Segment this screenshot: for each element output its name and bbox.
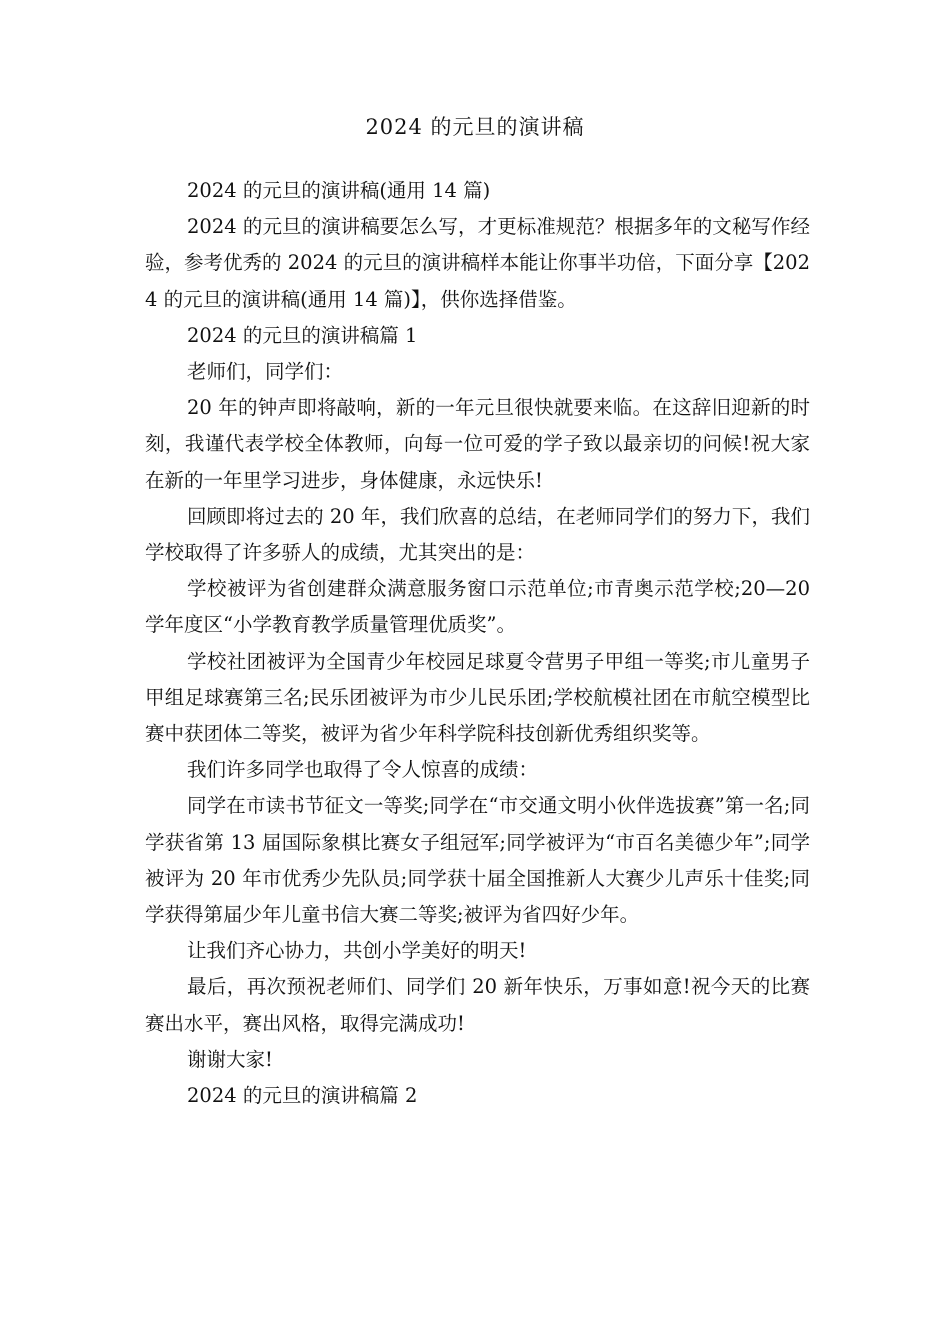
subtitle-line: 2024 的元旦的演讲稿(通用 14 篇) (187, 179, 491, 202)
salutation: 老师们，同学们： (187, 360, 344, 384)
closing-line: 谢谢大家! (187, 1047, 273, 1071)
intro-paragraph: 2024 的元旦的演讲稿要怎么写，才更标准规范？根据多年的文秘写作经验，参考优秀的 2024 的元旦的演讲稿样本能让你事半功倍，下面分享【2024 的元旦的演讲稿(通用 14 篇)】，供你选择借鉴。 (145, 215, 810, 311)
body-paragraph: 学校社团被评为全国青少年校园足球夏令营男子甲组一等奖;市儿童男子甲组足球赛第三名;民乐团被评为市少儿民乐团;学校航模社团在市航空模型比赛中获团体二等奖，被评为省少年科学院科技创新优秀组织奖等。 (145, 649, 810, 746)
body-paragraph: 20 年的钟声即将敲响，新的一年元旦很快就要来临。在这辞旧迎新的时刻，我谨代表学校全体教师，向每一位可爱的学子致以最亲切的问候!祝大家在新的一年里学习进步，身体健康，永远快乐! (145, 396, 810, 492)
section-heading: 2024 的元旦的演讲稿篇 2 (187, 1084, 418, 1108)
body-paragraph: 最后，再次预祝老师们、同学们 20 新年快乐，万事如意!祝今天的比赛赛出水平，赛出风格，取得完满成功! (145, 975, 810, 1035)
document-title: 2024 的元旦的演讲稿 (365, 115, 585, 139)
body-paragraph: 学校被评为省创建群众满意服务窗口示范单位;市青奥示范学校;20—20 学年度区“小学教育教学质量管理优质奖”。 (145, 577, 810, 637)
body-paragraph: 同学在市读书节征文一等奖;同学在“市交通文明小伙伴选拔赛”第一名;同学获省第 13 届国际象棋比赛女子组冠军;同学被评为“市百名美德少年”;同学被评为 20 年市优秀少先队员;同学获十届全国推新人大赛少儿声乐十佳奖;同学获得第届少年儿童书信大赛二等奖;被评为省四好少年。 (145, 794, 810, 927)
body-paragraph: 让我们齐心协力，共创小学美好的明天! (187, 939, 527, 963)
section-heading: 2024 的元旦的演讲稿篇 1 (187, 323, 418, 347)
body-paragraph: 我们许多同学也取得了令人惊喜的成绩： (187, 758, 539, 782)
body-paragraph: 回顾即将过去的 20 年，我们欣喜的总结，在老师同学们的努力下，我们学校取得了许多骄人的成绩，尤其突出的是： (145, 504, 810, 565)
document-body (145, 173, 810, 1114)
